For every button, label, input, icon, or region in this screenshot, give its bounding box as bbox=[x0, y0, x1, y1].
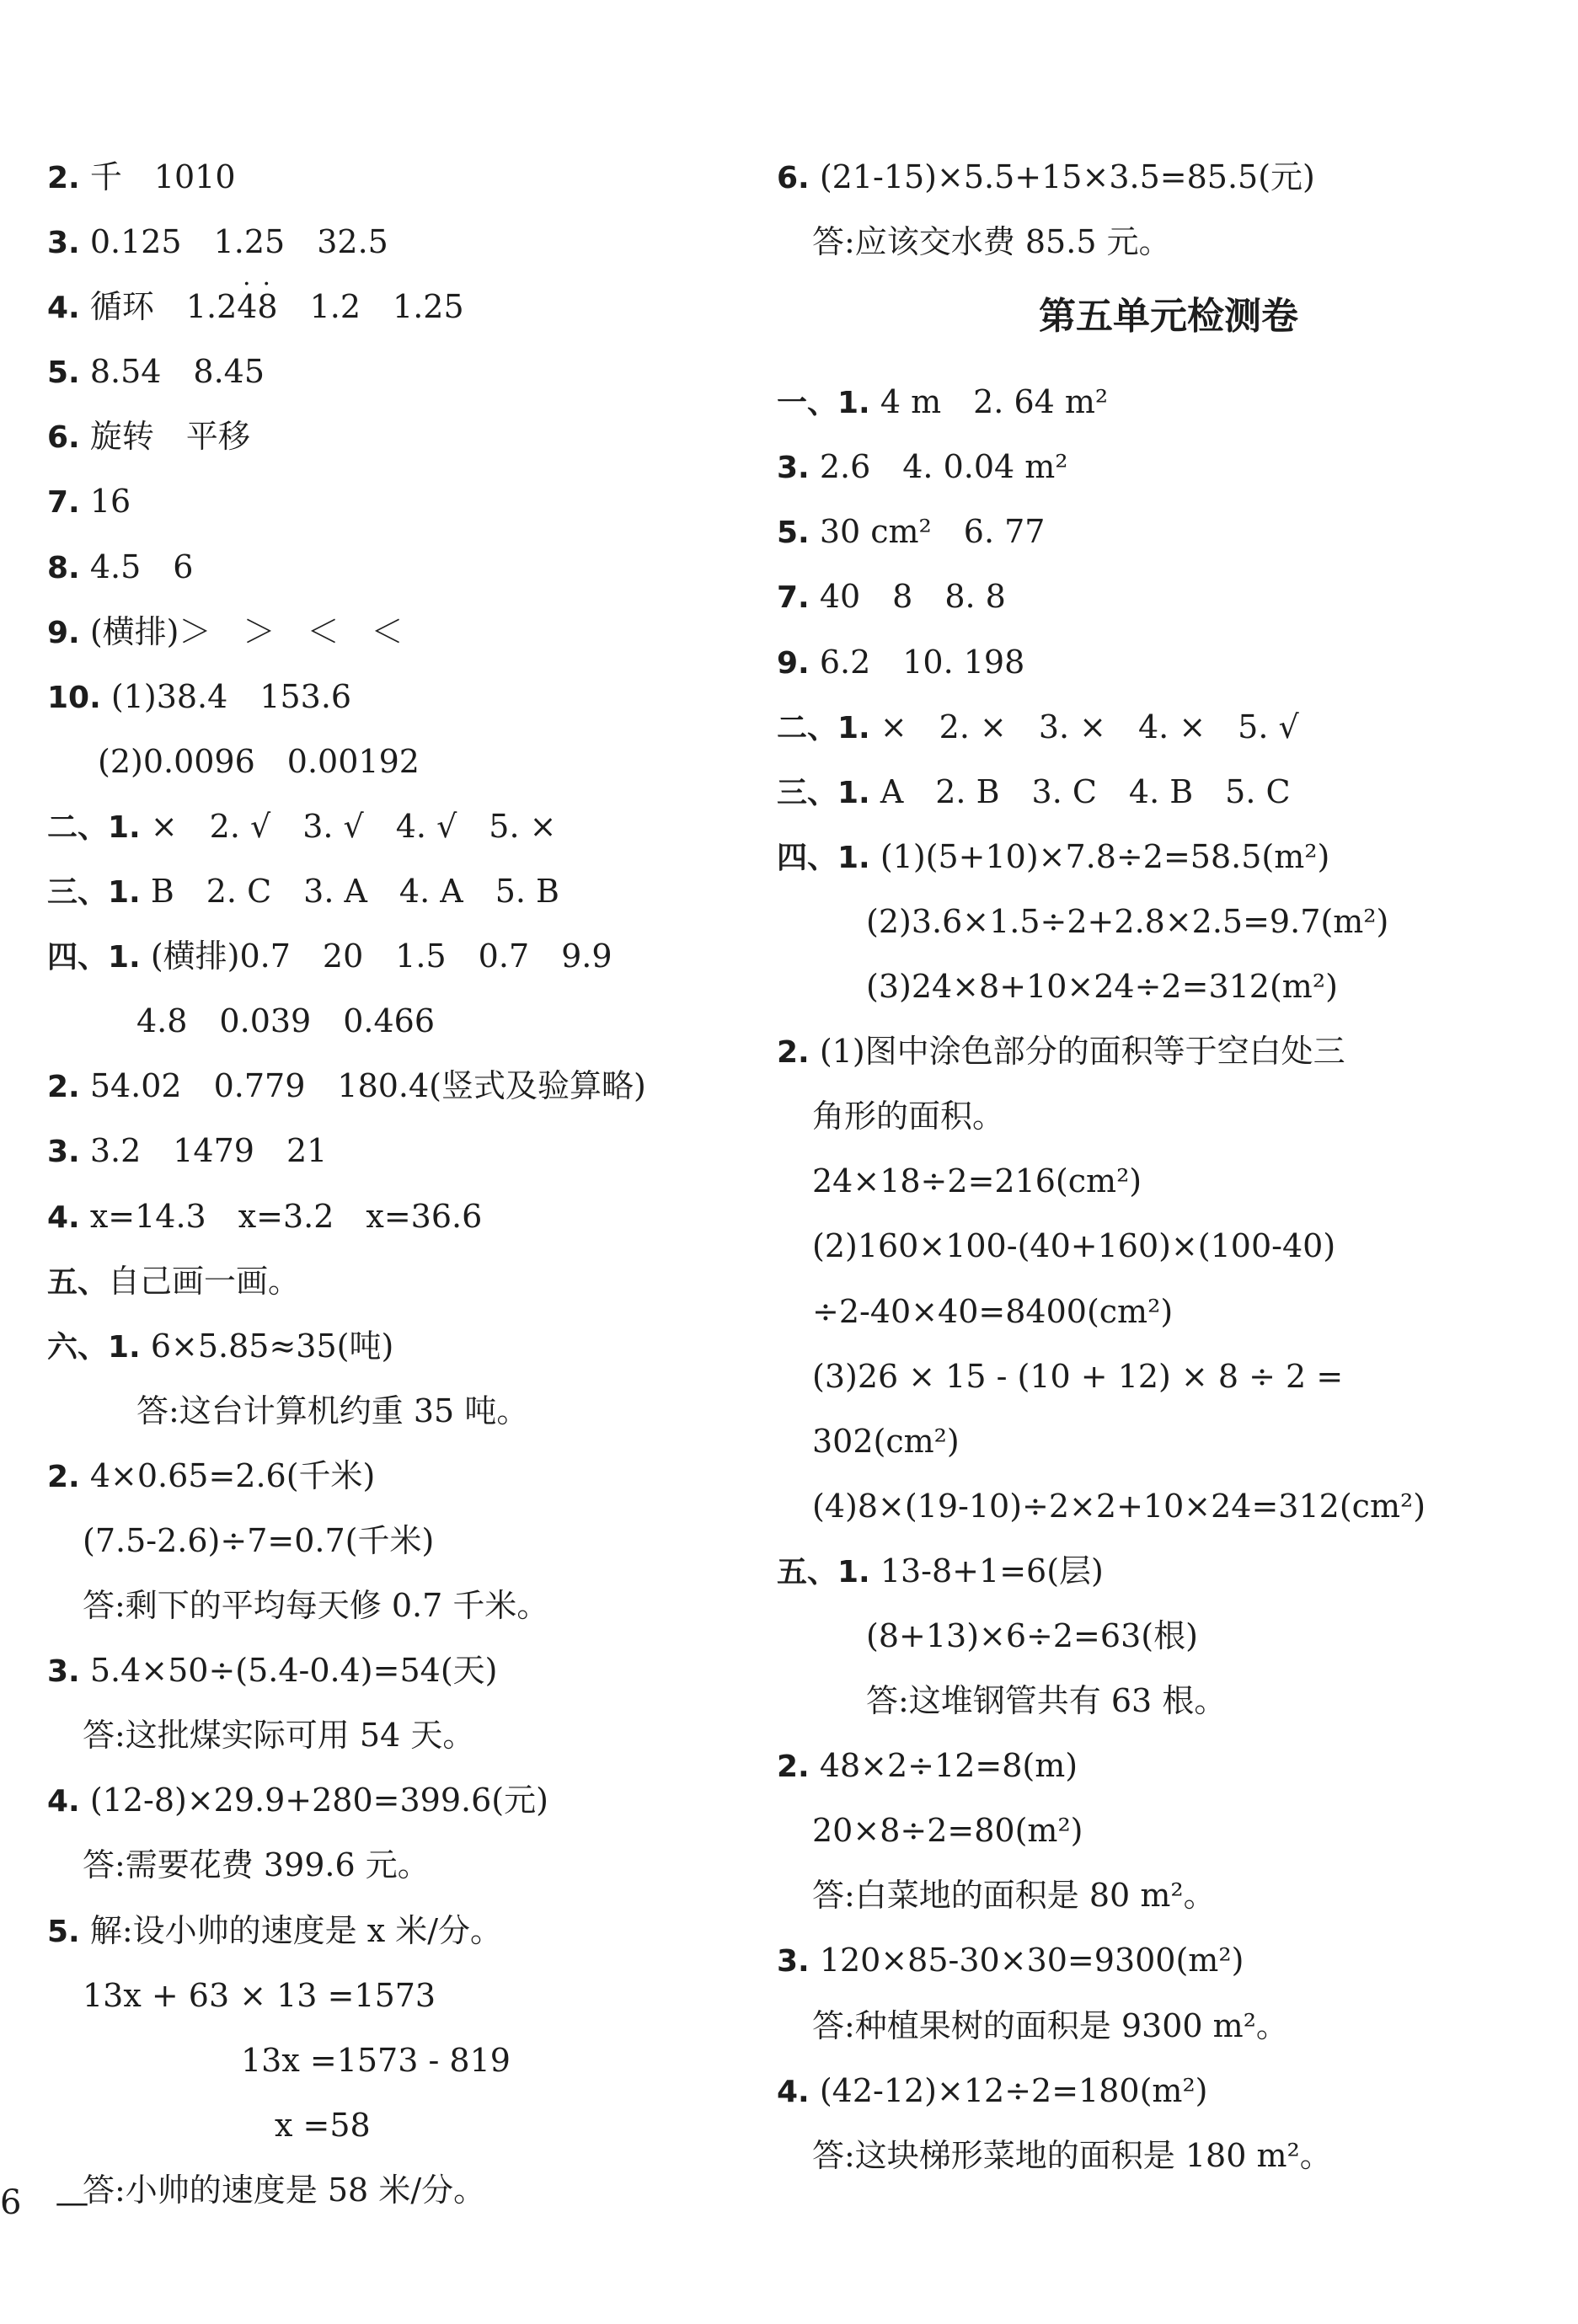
answer-line bbox=[777, 1149, 1560, 1214]
answer-text: 答:剩下的平均每天修 0.7 千米。 bbox=[83, 1587, 549, 1625]
answer-text: (21-15)×5.5+15×3.5=85.5(元) bbox=[809, 158, 1315, 195]
question-number: 5. bbox=[47, 355, 80, 391]
answer-text: 5.4×50÷(5.4-0.4)=54(天) bbox=[79, 1652, 498, 1690]
question-number: 7. bbox=[47, 485, 80, 521]
answer-text: (42-12)×12÷2=180(m²) bbox=[809, 2071, 1208, 2109]
answer-line bbox=[777, 890, 1560, 954]
answer-text: 40 8 8. 8 bbox=[809, 578, 1006, 616]
answer-line bbox=[47, 2028, 763, 2093]
answer-line bbox=[777, 825, 1560, 890]
answer-line bbox=[47, 1054, 763, 1119]
answer-text: x=14.3 x=3.2 x=36.6 bbox=[79, 1197, 483, 1235]
question-number: 9. bbox=[777, 645, 810, 681]
answer-text: 20×8÷2=80(m²) bbox=[812, 1812, 1083, 1850]
answer-text: A 2. B 3. C 4. B 5. C bbox=[869, 772, 1291, 810]
question-number: 3. bbox=[47, 226, 80, 261]
answer-text: 答:需要花费 399.6 元。 bbox=[83, 1846, 430, 1884]
answer-line bbox=[777, 500, 1560, 564]
answer-line bbox=[47, 404, 763, 469]
repeating-decimal-dots: .. bbox=[243, 262, 283, 292]
section-title: 第五单元检测卷 bbox=[1039, 295, 1298, 339]
answer-line bbox=[777, 2059, 1560, 2124]
answer-line bbox=[777, 1474, 1560, 1539]
answer-text: (3)24×8+10×24÷2=312(m²) bbox=[866, 968, 1338, 1006]
answer-text: (7.5-2.6)÷7=0.7(千米) bbox=[83, 1521, 435, 1559]
answer-text: 答:这堆钢管共有 63 根。 bbox=[866, 1682, 1227, 1720]
answer-text: 答:小帅的速度是 58 米/分。 bbox=[83, 2171, 486, 2209]
question-number: 5. bbox=[777, 516, 810, 551]
answer-text: 解:设小帅的速度是 x 米/分。 bbox=[79, 1911, 503, 1949]
answer-line bbox=[47, 1573, 763, 1638]
answer-line bbox=[47, 1379, 763, 1444]
answer-line bbox=[47, 1509, 763, 1573]
question-number: 2. bbox=[47, 1070, 80, 1105]
answer-line bbox=[47, 924, 763, 989]
answer-line bbox=[47, 1314, 763, 1379]
answer-text: (横排)0.7 20 1.5 0.7 9.9 bbox=[140, 938, 612, 975]
answer-line bbox=[777, 1994, 1560, 2059]
answer-text: 13x =1573 - 819 bbox=[241, 2041, 511, 2079]
answer-line bbox=[777, 1604, 1560, 1669]
answer-line bbox=[47, 1833, 763, 1898]
question-number: 9. bbox=[47, 615, 80, 650]
answer-line bbox=[777, 435, 1560, 500]
answer-text: 4.8 0.039 0.466 bbox=[136, 1002, 436, 1040]
answer-text: 16 bbox=[79, 483, 131, 521]
question-number: 3. bbox=[47, 1135, 80, 1170]
answer-text: 4 m 2. 64 m² bbox=[869, 383, 1109, 421]
question-number: 四、1. bbox=[47, 940, 141, 975]
answer-line bbox=[47, 2093, 763, 2158]
answer-line bbox=[777, 1928, 1560, 1993]
answer-text: 2.6 4. 0.04 m² bbox=[809, 448, 1068, 486]
answer-line bbox=[47, 145, 763, 210]
left-column bbox=[47, 145, 763, 2223]
answer-text: 答:这台计算机约重 35 吨。 bbox=[136, 1392, 529, 1429]
answer-line bbox=[47, 989, 763, 1054]
answer-text: 302(cm²) bbox=[812, 1422, 960, 1460]
answer-line bbox=[777, 370, 1560, 435]
answer-line bbox=[47, 339, 763, 404]
answer-line bbox=[777, 1798, 1560, 1863]
answer-line bbox=[777, 630, 1560, 695]
answer-text: 0.125 1.25 32.5 bbox=[79, 223, 388, 261]
answer-line bbox=[47, 1899, 763, 1963]
question-number: 2. bbox=[777, 1035, 810, 1071]
answer-line bbox=[777, 695, 1560, 760]
question-number: 6. bbox=[47, 420, 80, 456]
answer-line bbox=[777, 564, 1560, 629]
answer-line bbox=[777, 145, 1560, 210]
question-number: 四、1. bbox=[777, 840, 870, 875]
answer-text: (横排)＞ ＞ ＜ ＜ bbox=[79, 612, 404, 650]
answer-line bbox=[47, 1703, 763, 1768]
answer-line bbox=[47, 665, 763, 729]
answer-line bbox=[47, 729, 763, 794]
answer-line bbox=[47, 2158, 763, 2223]
question-number: 4. bbox=[47, 291, 80, 326]
answer-text: × 2. × 3. × 4. × 5. √ bbox=[869, 708, 1299, 745]
answer-text: (4)8×(19-10)÷2×2+10×24=312(cm²) bbox=[812, 1487, 1426, 1525]
question-number: 三、1. bbox=[47, 875, 141, 911]
answer-text: 千 1010 bbox=[79, 158, 236, 195]
answer-text: 答:这块梯形菜地的面积是 180 m²。 bbox=[812, 2136, 1332, 2174]
question-number: 六、1. bbox=[47, 1329, 141, 1365]
answer-text: ÷2-40×40=8400(cm²) bbox=[812, 1292, 1174, 1330]
answer-text: 答:应该交水费 85.5 元。 bbox=[812, 223, 1171, 261]
answer-line bbox=[47, 535, 763, 600]
answer-line bbox=[47, 794, 763, 859]
answer-line bbox=[777, 954, 1560, 1019]
answer-text: 答:白菜地的面积是 80 m²。 bbox=[812, 1877, 1216, 1915]
question-number: 二、1. bbox=[47, 809, 141, 845]
answer-line bbox=[47, 1184, 763, 1249]
answer-line bbox=[777, 1019, 1560, 1084]
question-number: 五、1. bbox=[777, 1554, 870, 1589]
question-number: 3. bbox=[47, 1654, 80, 1690]
question-number: 一、1. bbox=[777, 386, 870, 421]
right-column bbox=[777, 145, 1560, 2188]
answer-text: 30 cm² 6. 77 bbox=[809, 513, 1046, 551]
question-number: 2. bbox=[47, 1459, 80, 1494]
question-number: 7. bbox=[777, 580, 810, 616]
answer-text: (2)0.0096 0.00192 bbox=[98, 742, 420, 780]
answer-line bbox=[47, 1768, 763, 1833]
question-number: 8. bbox=[47, 550, 80, 585]
answer-line bbox=[777, 1669, 1560, 1734]
answer-line bbox=[777, 1734, 1560, 1798]
answer-text: 120×85-30×30=9300(m²) bbox=[809, 1942, 1244, 1979]
answer-line bbox=[47, 1444, 763, 1509]
answer-line bbox=[777, 1409, 1560, 1474]
page-number: 6 — bbox=[0, 2183, 89, 2222]
question-number: 6. bbox=[777, 161, 810, 195]
answer-line bbox=[47, 859, 763, 924]
answer-line bbox=[47, 600, 763, 665]
answer-text: (1)图中涂色部分的面积等于空白处三 bbox=[809, 1033, 1345, 1071]
answer-line bbox=[47, 469, 763, 534]
answer-text: (2)3.6×1.5÷2+2.8×2.5=9.7(m²) bbox=[866, 902, 1389, 940]
answer-line bbox=[777, 760, 1560, 825]
answer-text: 48×2÷12=8(m) bbox=[809, 1747, 1078, 1785]
question-number: 2. bbox=[777, 1750, 810, 1785]
answer-line bbox=[777, 210, 1560, 275]
answer-text: 角形的面积。 bbox=[812, 1098, 1005, 1135]
answer-line bbox=[777, 1344, 1560, 1409]
answer-line bbox=[47, 210, 763, 275]
question-number: 4. bbox=[47, 1784, 80, 1819]
answer-line bbox=[47, 1638, 763, 1703]
answer-line bbox=[777, 2124, 1560, 2188]
answer-text: 6×5.85≈35(吨) bbox=[140, 1327, 394, 1365]
answer-text: 8.54 8.45 bbox=[79, 353, 265, 391]
answer-line bbox=[777, 1280, 1560, 1344]
answer-line bbox=[777, 1863, 1560, 1928]
question-number: 5. bbox=[47, 1914, 80, 1949]
answer-text: (1)(5+10)×7.8÷2=58.5(m²) bbox=[869, 837, 1330, 875]
answer-line bbox=[47, 1119, 763, 1183]
answer-line bbox=[777, 1084, 1560, 1149]
answer-text: 13x + 63 × 13 =1573 bbox=[83, 1976, 436, 2014]
answer-text: (3)26 × 15 - (10 + 12) × 8 ÷ 2 = bbox=[812, 1357, 1344, 1395]
answer-text: 自己画一画。 bbox=[108, 1262, 301, 1300]
answer-text: (2)160×100-(40+160)×(100-40) bbox=[812, 1227, 1336, 1265]
answer-text: (8+13)×6÷2=63(根) bbox=[866, 1616, 1198, 1654]
question-number: 3. bbox=[777, 1944, 810, 1979]
answer-line bbox=[47, 262, 763, 339]
answer-text: × 2. √ 3. √ 4. √ 5. × bbox=[140, 807, 557, 845]
answer-text: 13-8+1=6(层) bbox=[869, 1552, 1104, 1589]
answer-text: 24×18÷2=216(cm²) bbox=[812, 1162, 1142, 1200]
answer-text: (12-8)×29.9+280=399.6(元) bbox=[79, 1782, 548, 1819]
answer-line bbox=[47, 1963, 763, 2028]
answer-text: 循环 1.248 1.2 1.25 bbox=[79, 288, 464, 326]
answer-text: 3.2 1479 21 bbox=[79, 1132, 328, 1170]
answer-line bbox=[777, 1214, 1560, 1279]
question-number: 3. bbox=[777, 451, 810, 486]
answer-text: 4×0.65=2.6(千米) bbox=[79, 1456, 376, 1494]
question-number: 二、1. bbox=[777, 710, 870, 745]
question-number: 10. bbox=[47, 680, 101, 715]
answer-text: 6.2 10. 198 bbox=[809, 643, 1025, 681]
answer-text: 旋转 平移 bbox=[79, 418, 250, 456]
question-number: 4. bbox=[47, 1199, 80, 1235]
answer-text: 54.02 0.779 180.4(竖式及验算略) bbox=[79, 1067, 646, 1105]
answer-line bbox=[777, 1539, 1560, 1604]
question-number: 4. bbox=[777, 2074, 810, 2109]
question-number: 五、 bbox=[47, 1264, 109, 1300]
answer-line bbox=[47, 1249, 763, 1314]
question-number: 2. bbox=[47, 161, 80, 195]
answer-text: x =58 bbox=[275, 2106, 371, 2144]
answer-text: (1)38.4 153.6 bbox=[100, 677, 352, 715]
answer-text: 答:这批煤实际可用 54 天。 bbox=[83, 1717, 475, 1755]
answer-text: B 2. C 3. A 4. A 5. B bbox=[140, 873, 559, 911]
answer-text: 答:种植果树的面积是 9300 m²。 bbox=[812, 2006, 1288, 2044]
question-number: 三、1. bbox=[777, 775, 870, 810]
answer-text: 4.5 6 bbox=[79, 548, 194, 585]
